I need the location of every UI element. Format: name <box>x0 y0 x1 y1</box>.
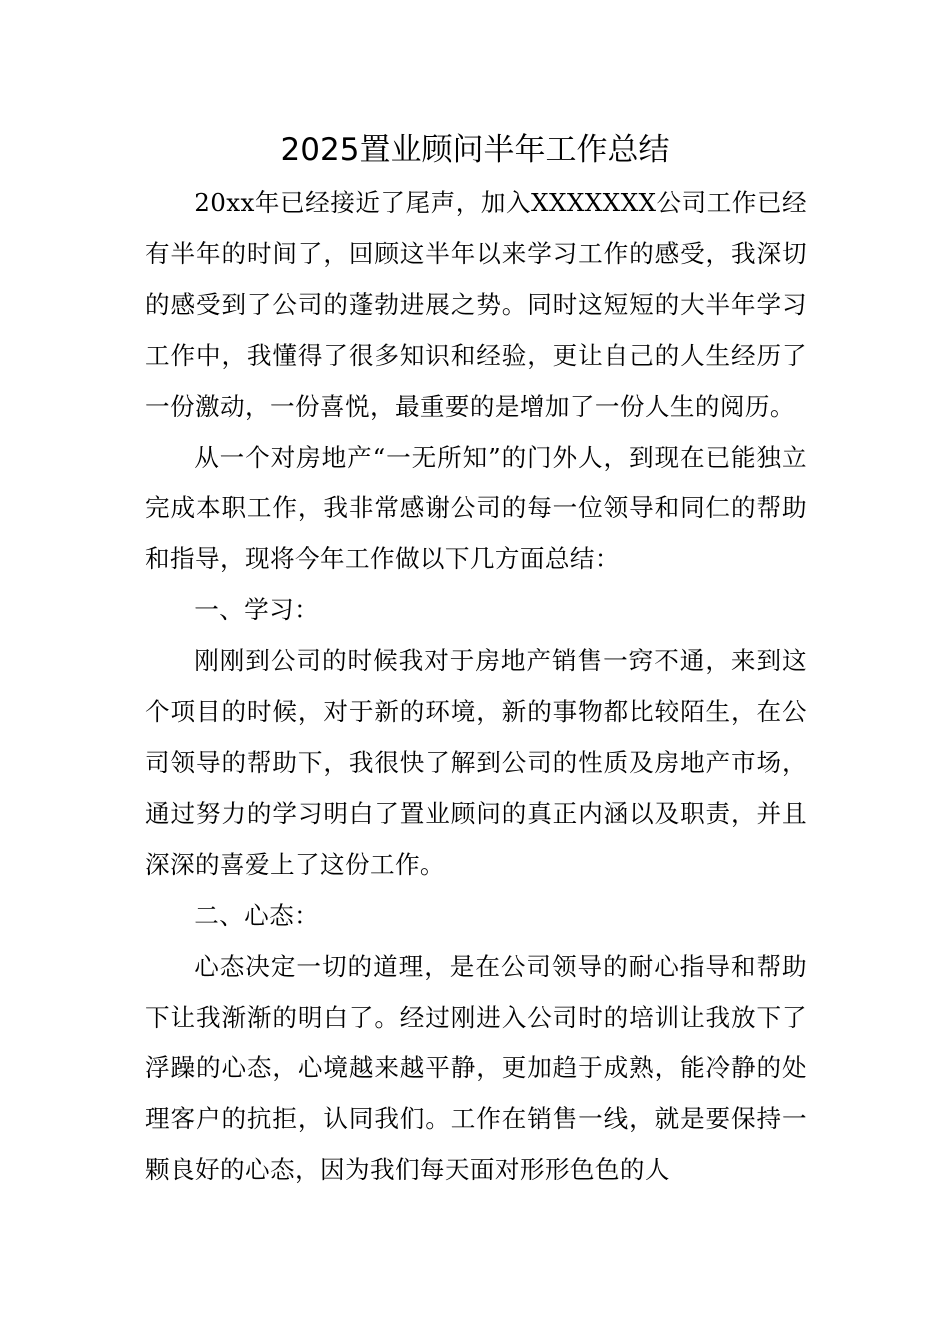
paragraph-study: 刚刚到公司的时候我对于房地产销售一窍不通，来到这个项目的时候，对于新的环境，新的事物都比较陌生，在公司领导的帮助下，我很快了解到公司的性质及房地产市场，通过努力的学习明白了置业顾问的真正内涵以及职责，并且深深的喜爱上了这份工作。 <box>145 646 807 879</box>
section-heading-mindset: 二、心态： <box>194 900 320 930</box>
document-title: 2025置业顾问半年工作总结 <box>280 132 670 168</box>
section-heading-study: 一、学习： <box>194 595 320 625</box>
document-body <box>145 178 807 1196</box>
paragraph-mindset: 心态决定一切的道理，是在公司领导的耐心指导和帮助下让我渐渐的明白了。经过刚进入公司时的培训让我放下了浮躁的心态，心境越来越平静，更加趋于成熟，能冷静的处理客户的抗拒，认同我们。工作在销售一线，就是要保持一颗良好的心态，因为我们每天面对形形色色的人 <box>145 951 807 1185</box>
paragraph-gratitude: 从一个对房地产“一无所知”的门外人，到现在已能独立完成本职工作，我非常感谢公司的每一位领导和同仁的帮助和指导，现将今年工作做以下几方面总结： <box>145 442 807 574</box>
paragraph-intro: 20xx年已经接近了尾声，加入XXXXXXX公司工作已经有半年的时间了，回顾这半年以来学习工作的感受，我深切的感受到了公司的蓬勃进展之势。同时这短短的大半年学习工作中，我懂得了很多知识和经验，更让自己的人生经历了一份激动，一份喜悦，最重要的是增加了一份人生的阅历。 <box>145 188 807 421</box>
